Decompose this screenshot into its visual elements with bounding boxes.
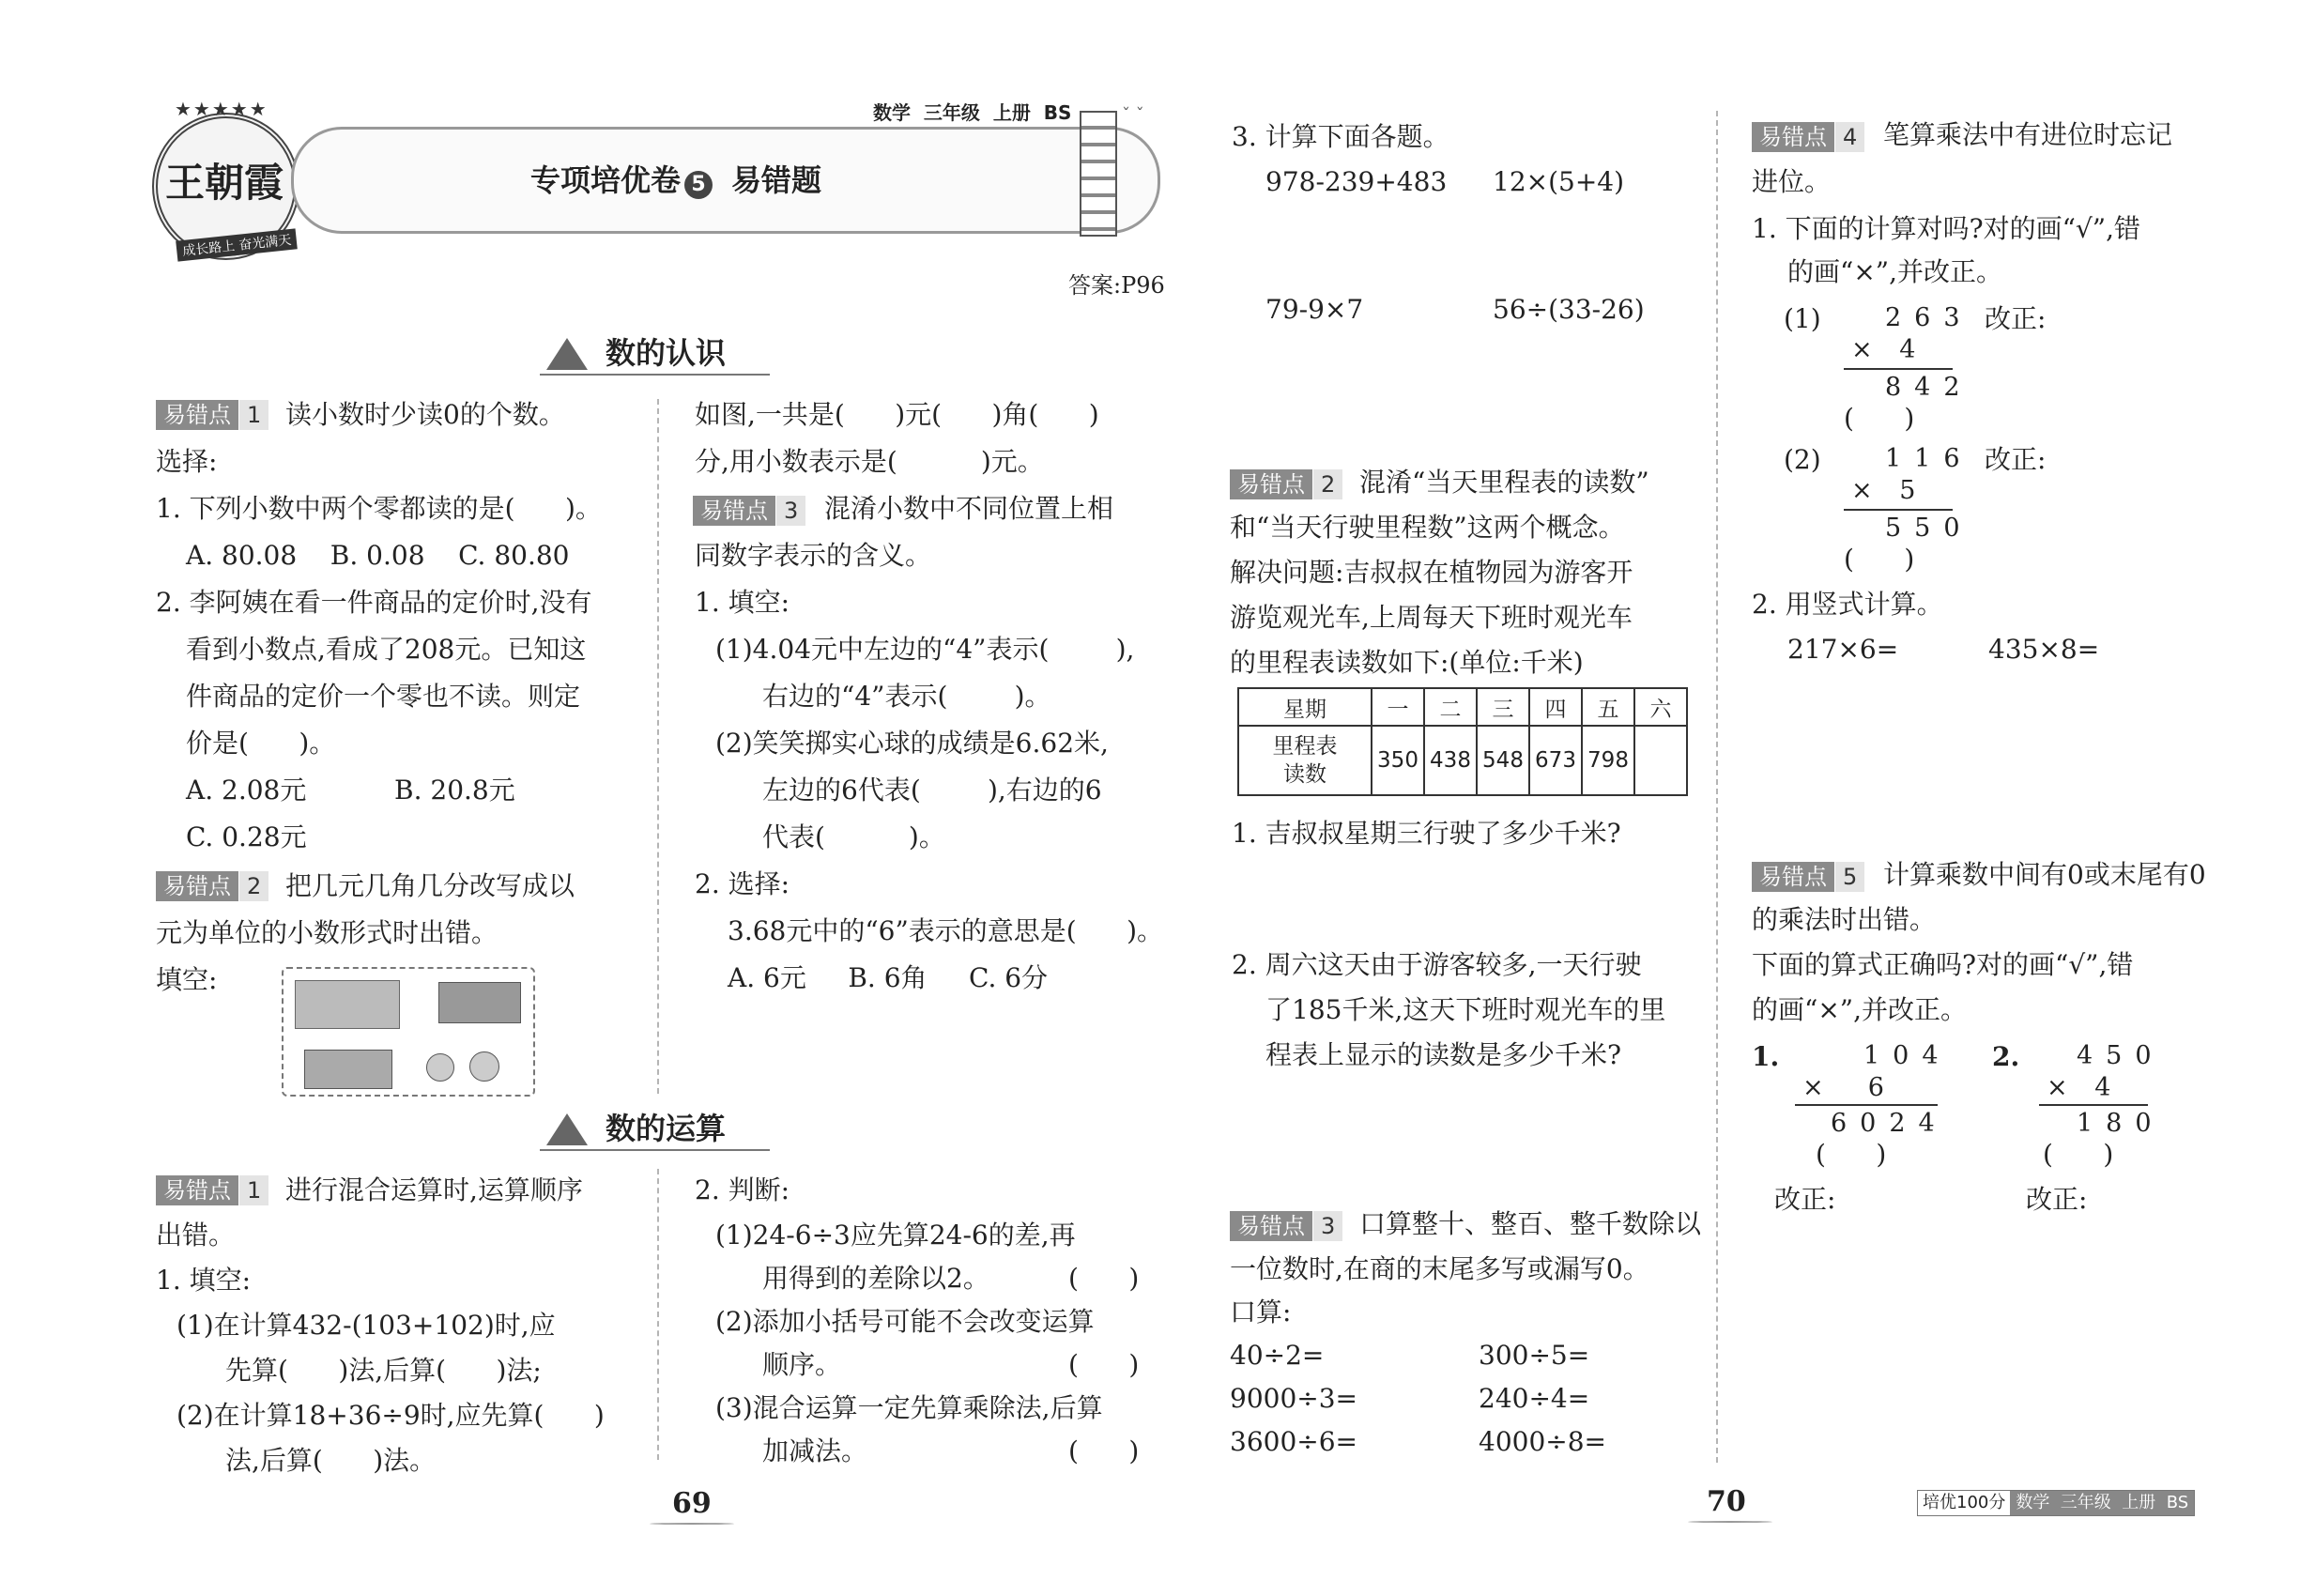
calc-multiplier: × 6	[1802, 1073, 1894, 1102]
error-tag: 易错点 3	[1230, 1211, 1342, 1241]
question: (2)在计算18+36÷9时,应先算( )	[176, 1400, 605, 1431]
choose-label: 2. 选择:	[695, 868, 790, 899]
error-tag: 易错点 2	[1230, 469, 1342, 499]
calc-rule	[1795, 1104, 1938, 1106]
table-header: 五	[1582, 688, 1634, 726]
answer-ref: 答案:P96	[1068, 272, 1165, 299]
page-number-swoosh	[650, 1523, 734, 1525]
page-title	[530, 161, 821, 199]
error-tag: 易错点 3	[693, 496, 805, 526]
footer-brand: 培优100分	[1918, 1491, 2010, 1515]
table-cell: 798	[1582, 726, 1634, 795]
expression: 56÷(33-26)	[1493, 294, 1645, 325]
calc-rule	[1844, 368, 1953, 370]
question-line: 右边的“4”表示( )。	[762, 681, 1051, 712]
question: (1)24-6÷3应先算24-6的差,再	[715, 1220, 1076, 1251]
oral-item: 240÷4=	[1479, 1383, 1590, 1414]
question-line: 用得到的差除以2。	[762, 1263, 989, 1294]
question: 1. 下列小数中两个零都读的是( )。	[156, 493, 602, 524]
question-line: 代表( )。	[762, 821, 945, 852]
calc-result: 180	[2077, 1109, 2165, 1138]
question: 下面的算式正确吗?对的画“√”,错	[1752, 949, 2134, 980]
banknote-icon	[304, 1050, 392, 1089]
question-line: 解决问题:吉叔叔在植物园为游客开	[1230, 557, 1633, 588]
option: B. 20.8元	[394, 775, 515, 806]
column-divider	[657, 399, 659, 1094]
calc-multiplier: × 5	[1851, 476, 1925, 505]
answer-paren[interactable]: ( )	[1844, 544, 1915, 575]
answer-paren[interactable]: ( )	[1068, 1349, 1140, 1380]
page-number: 69	[672, 1487, 712, 1520]
table-cell[interactable]	[1634, 726, 1687, 795]
point-text: 混淆“当天里程表的读数”	[1359, 467, 1649, 498]
expression: 12×(5+4)	[1493, 166, 1625, 197]
item-label: 1.	[1752, 1041, 1780, 1072]
point-text: 和“当天行驶里程数”这两个概念。	[1230, 512, 1625, 543]
lighthouse-icon	[1080, 111, 1117, 237]
money-image	[282, 967, 535, 1097]
error-tag: 易错点 1	[156, 400, 268, 430]
title-text: 专项培优卷	[530, 162, 682, 198]
question: 2. 用竖式计算。	[1752, 589, 1943, 620]
calc-result: 842	[1885, 373, 1973, 402]
question-line: 加减法。	[762, 1435, 868, 1466]
item-label: 2.	[1992, 1041, 2020, 1072]
column-divider	[657, 1169, 659, 1460]
title-number: 5	[684, 171, 713, 199]
question-line: 程表上显示的读数是多少千米?	[1265, 1039, 1622, 1070]
expression: 217×6=	[1787, 634, 1899, 665]
question: (1)4.04元中左边的“4”表示( ),	[715, 634, 1135, 665]
point-text: 的乘法时出错。	[1752, 904, 1937, 935]
logo-ribbon: 成长路上 奋光满天	[176, 228, 298, 261]
title-topic: 易错题	[731, 162, 822, 198]
question-line: 分,用小数表示是( )元。	[695, 446, 1044, 477]
point-text: 混淆小数中不同位置上相	[824, 493, 1114, 524]
question: 1. 下面的计算对吗?对的画“√”,错	[1752, 213, 2140, 244]
fill-label: 1. 填空:	[156, 1265, 252, 1296]
item-label: (1)	[1784, 303, 1821, 334]
question-line: 游览观光车,上周每天下班时观光车	[1230, 602, 1633, 633]
options: A. 6元 B. 6角 C. 6分	[728, 962, 1049, 993]
question-line: 的里程表读数如下:(单位:千米)	[1230, 647, 1584, 678]
fix-label: 改正:	[2026, 1184, 2088, 1215]
point-text: 进行混合运算时,运算顺序	[285, 1174, 583, 1205]
oral-item: 4000÷8=	[1479, 1426, 1606, 1457]
question-line: 的画“×”,并改正。	[1787, 256, 2002, 287]
fix-label: 改正:	[1985, 303, 2047, 334]
answer-paren[interactable]: ( )	[1068, 1435, 1140, 1466]
fill-label: 1. 填空:	[695, 587, 790, 618]
mileage-table	[1237, 687, 1688, 796]
question: (2)笑笑掷实心球的成绩是6.62米,	[715, 728, 1109, 759]
calc-rule	[2039, 1104, 2148, 1106]
subject-info: 数学 三年级 上册 BS	[873, 101, 1072, 124]
answer-paren[interactable]: ( )	[1068, 1263, 1140, 1294]
table-header: 星期	[1238, 688, 1372, 726]
option: A. 2.08元	[186, 775, 307, 806]
fill-label: 填空:	[156, 964, 218, 995]
footer-info: 数学 三年级 上册 BS	[2010, 1491, 2194, 1515]
error-tag: 易错点 1	[156, 1175, 268, 1205]
table-cell: 438	[1424, 726, 1477, 795]
table-row-label: 里程表 读数	[1238, 726, 1372, 795]
page-number: 70	[1707, 1485, 1746, 1518]
error-tag: 易错点 2	[156, 871, 268, 901]
section-title-operations: 数的运算	[606, 1111, 727, 1146]
table-header: 三	[1477, 688, 1529, 726]
logo-stars-icon: ★★★★★	[175, 98, 268, 120]
table-header: 四	[1529, 688, 1582, 726]
point-text: 计算乘数中间有0或末尾有0	[1883, 859, 2206, 890]
oral-label: 口算:	[1230, 1297, 1292, 1327]
table-header: 二	[1424, 688, 1477, 726]
question-line: 顺序。	[762, 1349, 842, 1380]
question: 2. 李阿姨在看一件商品的定价时,没有	[156, 587, 592, 618]
point-text: 把几元几角几分改写成以	[285, 870, 575, 901]
birds-icon: ˇ ˇ	[1122, 105, 1144, 125]
point-text: 出错。	[156, 1220, 236, 1251]
question: (3)混合运算一定先算乘除法,后算	[715, 1392, 1103, 1423]
fix-label: 改正:	[1985, 444, 2047, 475]
choose-label: 选择:	[156, 446, 218, 477]
expression: 79-9×7	[1265, 294, 1364, 325]
point-text: 读小数时少读0的个数。	[285, 399, 565, 430]
question: (1)在计算432-(103+102)时,应	[176, 1310, 556, 1341]
answer-paren[interactable]: ( )	[1844, 403, 1915, 434]
coin-icon	[469, 1051, 499, 1082]
sail-icon	[546, 1113, 588, 1145]
calc-top: 263	[1885, 303, 1973, 332]
calc-result: 6024	[1831, 1109, 1948, 1138]
expression: 978-239+483	[1265, 166, 1448, 197]
calc-result: 550	[1885, 514, 1973, 543]
oral-item: 3600÷6=	[1230, 1426, 1357, 1457]
point-text: 进位。	[1752, 166, 1832, 197]
question: 2. 周六这天由于游客较多,一天行驶	[1232, 949, 1642, 980]
point-text: 笔算乘法中有进位时忘记	[1883, 119, 2173, 150]
question-line: 了185千米,这天下班时观光车的里	[1265, 994, 1666, 1025]
calc-multiplier: × 4	[1851, 335, 1925, 364]
point-text: 同数字表示的含义。	[695, 540, 932, 571]
table-cell: 673	[1529, 726, 1582, 795]
point-text: 口算整十、整百、整千数除以	[1359, 1208, 1702, 1239]
column-divider	[1716, 111, 1718, 1463]
calc-top: 116	[1885, 444, 1973, 473]
section-underline	[540, 374, 770, 376]
question-line: 左边的6代表( ),右边的6	[762, 775, 1102, 806]
question-line: 件商品的定价一个零也不读。则定	[186, 681, 581, 712]
coin-icon	[426, 1053, 454, 1082]
question-line: 的画“×”,并改正。	[1752, 994, 1967, 1025]
judge-label: 2. 判断:	[695, 1174, 790, 1205]
oral-item: 300÷5=	[1479, 1340, 1590, 1371]
sail-icon	[546, 338, 588, 370]
calc-top: 450	[2077, 1041, 2165, 1070]
point-text: 一位数时,在商的末尾多写或漏写0。	[1230, 1253, 1649, 1284]
table-cell: 548	[1477, 726, 1529, 795]
oral-item: 40÷2=	[1230, 1340, 1325, 1371]
question-line: 看到小数点,看成了208元。已知这	[186, 634, 587, 665]
table-cell: 350	[1372, 726, 1424, 795]
calc-rule	[1844, 509, 1953, 511]
calc-top: 104	[1863, 1041, 1952, 1070]
table-header: 一	[1372, 688, 1424, 726]
banknote-icon	[438, 982, 521, 1023]
question-line: 价是( )。	[186, 728, 336, 759]
question: (2)添加小括号可能不会改变运算	[715, 1306, 1095, 1337]
error-tag: 易错点 4	[1752, 122, 1864, 152]
answer-paren[interactable]: ( )	[1816, 1139, 1887, 1170]
section-underline	[540, 1149, 770, 1151]
error-tag: 易错点 5	[1752, 862, 1864, 892]
banknote-icon	[295, 980, 400, 1029]
item-label: (2)	[1784, 444, 1821, 475]
question-line: 法,后算( )法。	[225, 1445, 437, 1476]
question: 1. 吉叔叔星期三行驶了多少千米?	[1232, 818, 1621, 849]
section-title-number-recognition: 数的认识	[606, 335, 727, 371]
question-line: 如图,一共是( )元( )角( )	[695, 399, 1099, 430]
logo-name: 王朝霞	[165, 160, 284, 206]
point-text: 元为单位的小数形式时出错。	[156, 917, 498, 948]
options: A. 80.08 B. 0.08 C. 80.80	[186, 540, 570, 571]
answer-paren[interactable]: ( )	[2043, 1139, 2114, 1170]
table-header: 六	[1634, 688, 1687, 726]
oral-item: 9000÷3=	[1230, 1383, 1357, 1414]
page-number-swoosh	[1688, 1521, 1772, 1523]
question: 3.68元中的“6”表示的意思是( )。	[728, 915, 1164, 946]
calc-multiplier: × 4	[2047, 1073, 2121, 1102]
option: C. 0.28元	[186, 821, 307, 852]
question-line: 先算( )法,后算( )法;	[225, 1355, 542, 1386]
footer-badge	[1917, 1490, 2195, 1516]
fix-label: 改正:	[1774, 1184, 1836, 1215]
question: 3. 计算下面各题。	[1232, 121, 1449, 152]
expression: 435×8=	[1988, 634, 2100, 665]
